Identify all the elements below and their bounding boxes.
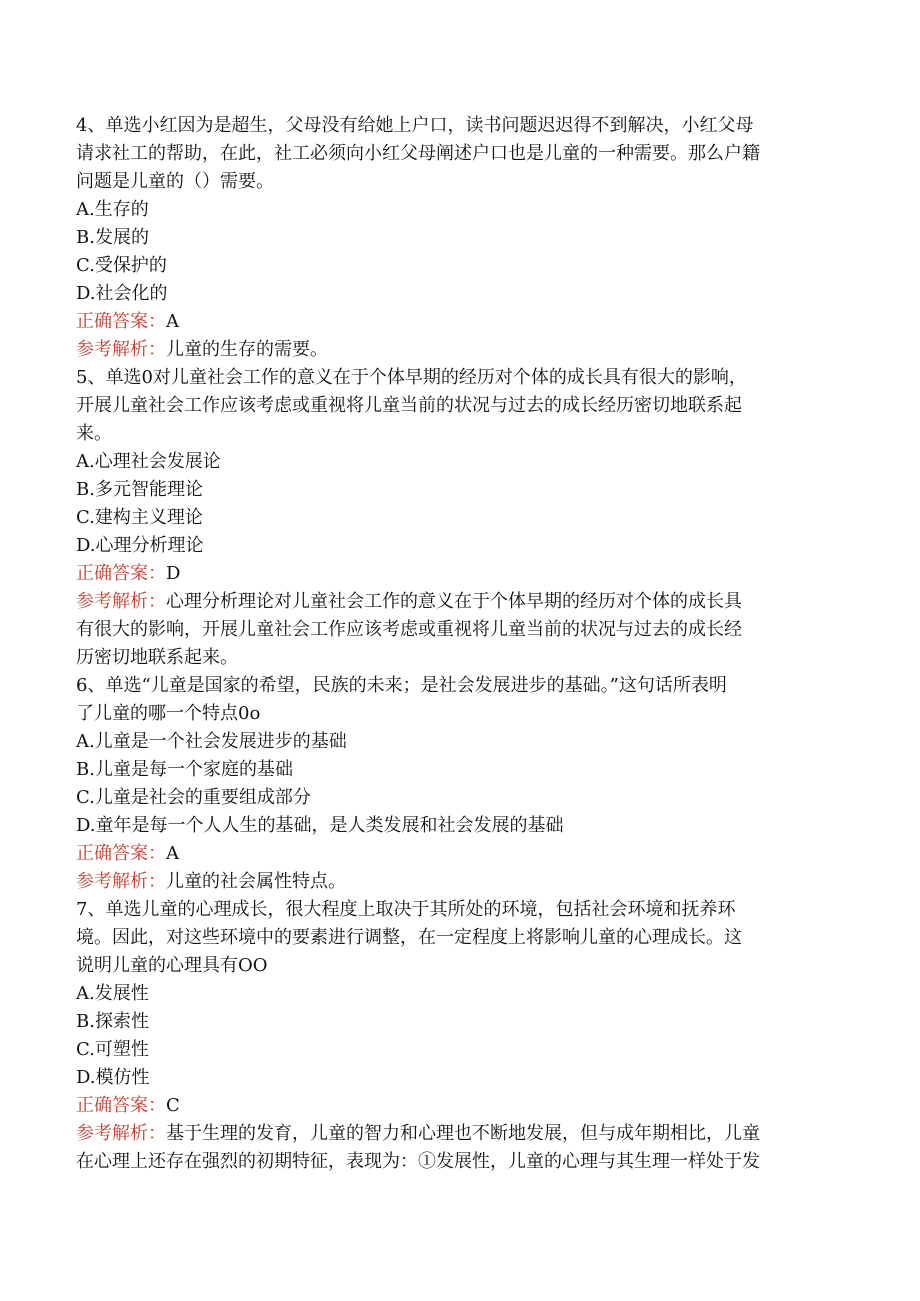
answer-line xyxy=(76,308,848,336)
option-c: C.受保护的 xyxy=(76,255,167,276)
question-block xyxy=(76,364,848,672)
analysis-text: 儿童的生存的需要。 xyxy=(166,339,328,360)
question-stem-line: 问题是儿童的（）需要。 xyxy=(76,171,274,192)
answer-value: C xyxy=(166,1095,180,1116)
analysis-line xyxy=(76,336,848,364)
analysis-text: 基于生理的发育，儿童的智力和心理也不断地发展，但与成年期相比，儿童 xyxy=(166,1123,760,1144)
document-page xyxy=(76,112,848,1176)
option-c: C.建构主义理论 xyxy=(76,507,203,528)
analysis-line: 历密切地联系起来。 xyxy=(76,647,238,668)
option-a: A.生存的 xyxy=(76,199,149,220)
analysis-line: 在心理上还存在强烈的初期特征，表现为：①发展性，儿童的心理与其生理一样处于发 xyxy=(76,1151,760,1172)
analysis-label: 参考解析： xyxy=(76,871,166,892)
question-stem-line: 境。因此，对这些环境中的要素进行调整，在一定程度上将影响儿童的心理成长。这 xyxy=(76,927,742,948)
option-d: D.社会化的 xyxy=(76,283,168,304)
question-stem-line: 请求社工的帮助，在此，社工必须向小红父母阐述户口也是儿童的一种需要。那么户籍 xyxy=(76,143,760,164)
answer-label: 正确答案： xyxy=(76,843,166,864)
question-stem-line: 4、单选小红因为是超生，父母没有给她上户口，读书问题迟迟得不到解决，小红父母 xyxy=(76,115,754,136)
answer-line xyxy=(76,560,848,588)
analysis-text: 儿童的社会属性特点。 xyxy=(166,871,346,892)
option-a: A.发展性 xyxy=(76,983,149,1004)
answer-label: 正确答案： xyxy=(76,563,166,584)
analysis-label: 参考解析： xyxy=(76,339,166,360)
option-a: A.儿童是一个社会发展进步的基础 xyxy=(76,731,347,752)
option-d: D.童年是每一个人人生的基础，是人类发展和社会发展的基础 xyxy=(76,815,564,836)
answer-value: A xyxy=(166,311,179,332)
option-b: B.多元智能理论 xyxy=(76,479,203,500)
analysis-label: 参考解析： xyxy=(76,591,166,612)
answer-value: D xyxy=(166,563,181,584)
question-block xyxy=(76,896,848,1176)
question-stem-line: 了儿童的哪一个特点0o xyxy=(76,703,261,724)
answer-value: A xyxy=(166,843,179,864)
option-d: D.心理分析理论 xyxy=(76,535,204,556)
answer-label: 正确答案： xyxy=(76,1095,166,1116)
question-block xyxy=(76,672,848,896)
question-block xyxy=(76,112,848,364)
option-a: A.心理社会发展论 xyxy=(76,451,221,472)
option-c: C.可塑性 xyxy=(76,1039,149,1060)
question-stem-line: 6、单选“儿童是国家的希望，民族的未来；是社会发展进步的基础。”这句话所表明 xyxy=(76,675,727,696)
option-c: C.儿童是社会的重要组成部分 xyxy=(76,787,311,808)
option-b: B.儿童是每一个家庭的基础 xyxy=(76,759,293,780)
analysis-line xyxy=(76,868,848,896)
answer-label: 正确答案： xyxy=(76,311,166,332)
option-b: B.发展的 xyxy=(76,227,149,248)
question-stem-line: 7、单选儿童的心理成长，很大程度上取决于其所处的环境，包括社会环境和抚养环 xyxy=(76,899,736,920)
option-d: D.模仿性 xyxy=(76,1067,150,1088)
analysis-label: 参考解析： xyxy=(76,1123,166,1144)
analysis-line xyxy=(76,588,848,616)
option-b: B.探索性 xyxy=(76,1011,149,1032)
question-stem-line: 开展儿童社会工作应该考虑或重视将儿童当前的状况与过去的成长经历密切地联系起 xyxy=(76,395,742,416)
answer-line xyxy=(76,840,848,868)
analysis-line: 有很大的影响，开展儿童社会工作应该考虑或重视将儿童当前的状况与过去的成长经 xyxy=(76,619,742,640)
analysis-line xyxy=(76,1120,848,1148)
analysis-text: 心理分析理论对儿童社会工作的意义在于个体早期的经历对个体的成长具 xyxy=(166,591,742,612)
question-stem-line: 来。 xyxy=(76,423,112,444)
question-stem-line: 5、单选0对儿童社会工作的意义在于个体早期的经历对个体的成长具有很大的影响， xyxy=(76,367,747,388)
answer-line xyxy=(76,1092,848,1120)
question-stem-line: 说明儿童的心理具有OO xyxy=(76,955,268,976)
